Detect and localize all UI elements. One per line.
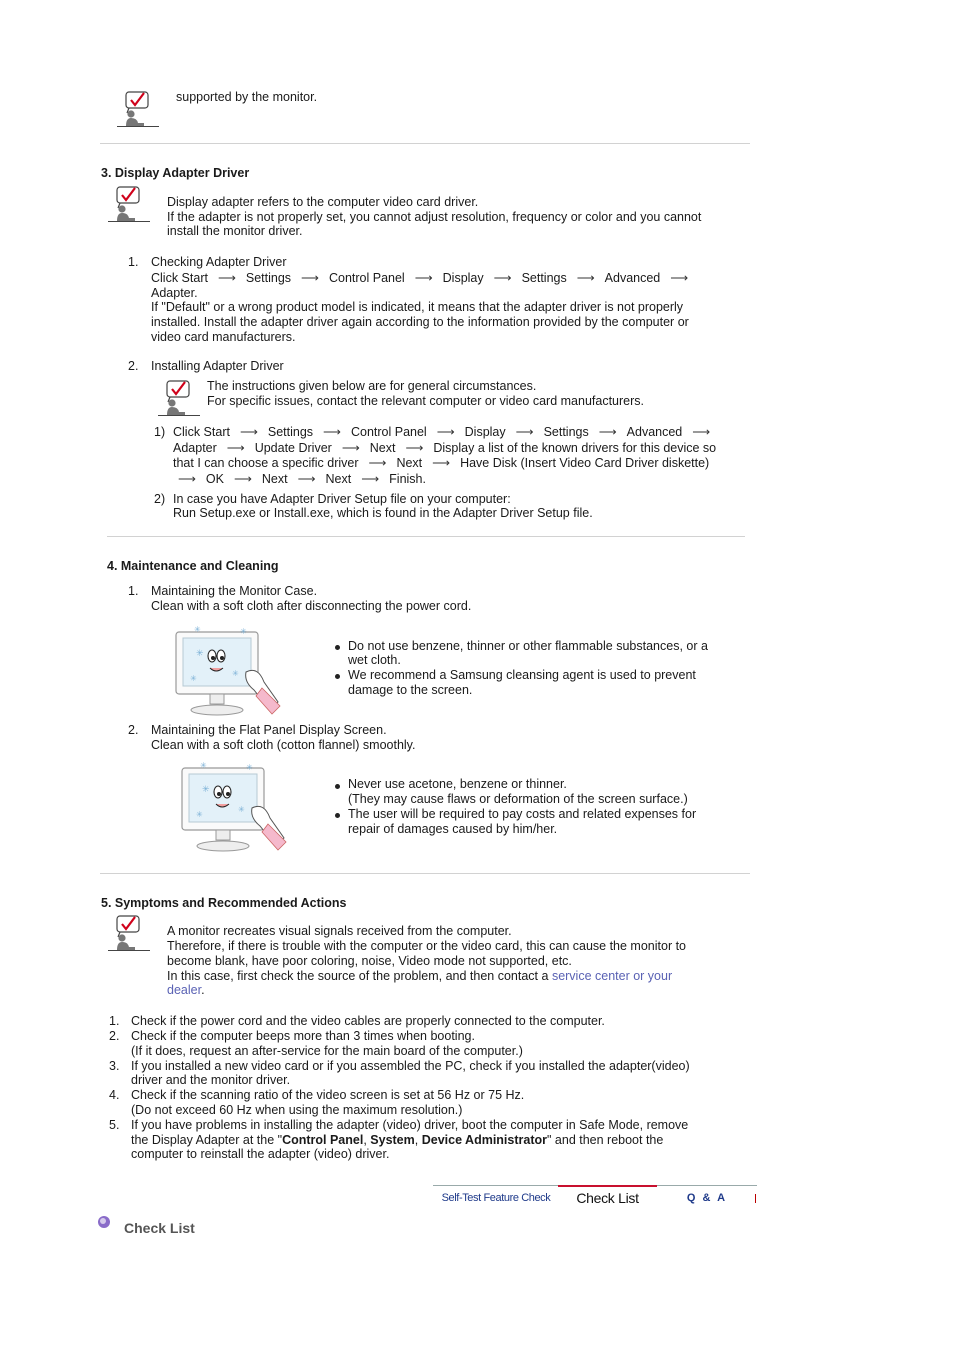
- section-3-title: 3. Display Adapter Driver: [101, 166, 250, 180]
- bullet-text: Never use acetone, benzene or thinner.: [348, 777, 567, 791]
- bullet-icon: [335, 784, 340, 789]
- service-center-link[interactable]: service center or your: [551, 969, 673, 983]
- list-number: 2.: [128, 723, 139, 737]
- tab-check-list[interactable]: Check List: [576, 1190, 639, 1206]
- list-item: Check if the power cord and the video cables are properly connected to the computer.: [131, 1014, 605, 1028]
- path-step: Control Panel: [350, 425, 427, 439]
- section-5-note-line: A monitor recreates visual signals received from the computer.: [167, 924, 512, 938]
- right-arrow-icon: ⟶: [217, 271, 236, 285]
- section-5-title: 5. Symptoms and Recommended Actions: [101, 896, 347, 910]
- text: ,: [363, 1133, 371, 1147]
- tab-bar: [433, 1185, 757, 1211]
- right-arrow-icon: ⟶: [226, 441, 245, 455]
- path-step: Next: [325, 472, 352, 486]
- list-item: driver and the monitor driver.: [131, 1073, 291, 1087]
- right-arrow-icon: ⟶: [515, 425, 534, 439]
- tab-separator: [755, 1194, 756, 1203]
- flat-panel-cleaning-image: [172, 762, 302, 856]
- right-arrow-icon: ⟶: [670, 271, 689, 285]
- item-title: Maintaining the Flat Panel Display Screen.: [151, 723, 387, 737]
- item-title: Maintaining the Monitor Case.: [151, 584, 318, 598]
- list-number: 5.: [109, 1118, 120, 1132]
- bullet-icon: [335, 645, 340, 650]
- path-step: Next: [396, 456, 423, 470]
- path-step: Control Panel: [328, 271, 405, 285]
- text: " and then reboot the: [547, 1133, 664, 1147]
- section-5-note-line: become blank, have poor coloring, noise, Video mode not supported, etc.: [167, 954, 572, 968]
- section-3-note-line-3: install the monitor driver.: [167, 224, 303, 238]
- path-step: Settings: [543, 425, 589, 439]
- right-arrow-icon: ⟶: [361, 472, 380, 486]
- right-arrow-icon: ⟶: [297, 472, 316, 486]
- list-number: 3.: [109, 1059, 120, 1073]
- path-step: that I can choose a specific driver: [173, 456, 359, 470]
- divider: [107, 536, 745, 537]
- item-note: The instructions given below are for general circumstances.: [207, 379, 537, 393]
- item-desc: Clean with a soft cloth (cotton flannel) smoothly.: [151, 738, 416, 752]
- menu-path: [168, 472, 426, 487]
- list-item: Check if the computer beeps more than 3 times when booting.: [131, 1029, 475, 1043]
- section-5-note-line: [167, 969, 672, 984]
- note-icon: [108, 913, 152, 953]
- list-number: 1.: [128, 255, 139, 269]
- path-step: Finish.: [389, 472, 426, 486]
- intro-text: supported by the monitor.: [176, 90, 318, 104]
- footer-title: Check List: [124, 1220, 195, 1236]
- path-step: Settings: [521, 271, 567, 285]
- right-arrow-icon: ⟶: [233, 472, 252, 486]
- item-desc: Clean with a soft cloth after disconnecting the power cord.: [151, 599, 472, 613]
- item-desc: installed. Install the adapter driver again according to the information provided by the computer or: [151, 315, 689, 329]
- section-3-note-line-2: If the adapter is not properly set, you cannot adjust resolution, frequency or color and you cannot: [167, 210, 702, 224]
- section-5-note-line: Therefore, if there is trouble with the computer or the video card, this can cause the monitor to: [167, 939, 687, 953]
- bullet-text: damage to the screen.: [348, 683, 473, 697]
- step-text: Run Setup.exe or Install.exe, which is found in the Adapter Driver Setup file.: [173, 506, 593, 520]
- bold-term: Control Panel: [282, 1133, 364, 1147]
- list-number: 1.: [128, 584, 139, 598]
- path-step: Advanced: [626, 425, 683, 439]
- right-arrow-icon: ⟶: [692, 425, 711, 439]
- menu-path: [173, 425, 720, 440]
- item-title: Installing Adapter Driver: [151, 359, 284, 373]
- bullet-text: repair of damages caused by him/her.: [348, 822, 558, 836]
- purple-bullet-icon: [97, 1215, 111, 1229]
- path-step: Advanced: [604, 271, 661, 285]
- right-arrow-icon: ⟶: [598, 425, 617, 439]
- text: ,: [414, 1133, 422, 1147]
- step-text: In case you have Adapter Driver Setup file on your computer:: [173, 492, 511, 506]
- section-4-title: 4. Maintenance and Cleaning: [107, 559, 279, 573]
- list-item: If you installed a new video card or if you assembled the PC, check if you installed the adapter(video): [131, 1059, 690, 1073]
- path-step: Display: [442, 271, 484, 285]
- right-arrow-icon: ⟶: [301, 271, 319, 285]
- right-arrow-icon: ⟶: [576, 271, 595, 285]
- list-number: 4.: [109, 1088, 120, 1102]
- right-arrow-icon: ⟶: [341, 441, 360, 455]
- tab-self-test[interactable]: Self-Test Feature Check: [441, 1192, 551, 1204]
- right-arrow-icon: ⟶: [405, 441, 424, 455]
- right-arrow-icon: ⟶: [239, 425, 258, 439]
- item-desc: If "Default" or a wrong product model is indicated, it means that the adapter driver is not properly: [151, 300, 684, 314]
- bullet-text: Do not use benzene, thinner or other flammable substances, or a: [348, 639, 708, 653]
- list-item: computer to reinstall the adapter (video) driver.: [131, 1147, 390, 1161]
- bullet-text: We recommend a Samsung cleansing agent is used to prevent: [348, 668, 696, 682]
- section-5-note-line: [167, 983, 205, 998]
- text: the Display Adapter at the ": [131, 1133, 283, 1147]
- note-text: In this case, first check the source of the problem, and then contact a: [167, 969, 552, 983]
- right-arrow-icon: ⟶: [436, 425, 455, 439]
- bold-term: System: [370, 1133, 415, 1147]
- note-text: .: [201, 983, 205, 997]
- menu-path: [151, 271, 698, 286]
- path-step: Settings: [267, 425, 314, 439]
- path-step: Next: [369, 441, 396, 455]
- bullet-text: wet cloth.: [348, 653, 401, 667]
- menu-path: [173, 441, 716, 456]
- right-arrow-icon: ⟶: [432, 456, 451, 470]
- dealer-link[interactable]: dealer: [167, 983, 202, 997]
- step-number: 1): [154, 425, 166, 439]
- note-icon: [108, 184, 152, 224]
- right-arrow-icon: ⟶: [414, 271, 433, 285]
- list-item: (If it does, request an after-service for the main board of the computer.): [131, 1044, 523, 1058]
- divider: [100, 143, 750, 144]
- section-3-note-line-1: Display adapter refers to the computer video card driver.: [167, 195, 479, 209]
- bold-term: Device Administrator: [421, 1133, 547, 1147]
- note-icon: [158, 378, 202, 418]
- path-end: Adapter.: [151, 286, 198, 300]
- list-item: [131, 1133, 663, 1148]
- step-number: 2): [154, 492, 166, 506]
- bullet-icon: [335, 674, 340, 679]
- menu-path: [173, 456, 709, 471]
- path-step: Settings: [245, 271, 292, 285]
- path-step: Click Start: [151, 271, 208, 285]
- list-item: Check if the scanning ratio of the video screen is set at 56 Hz or 75 Hz.: [131, 1088, 525, 1102]
- monitor-case-cleaning-image: [166, 626, 296, 718]
- list-item: (Do not exceed 60 Hz when using the maximum resolution.): [131, 1103, 463, 1117]
- list-number: 2.: [128, 359, 139, 373]
- item-desc: video card manufacturers.: [151, 330, 296, 344]
- right-arrow-icon: ⟶: [368, 456, 387, 470]
- bullet-text: The user will be required to pay costs and related expenses for: [348, 807, 697, 821]
- path-step: Click Start: [173, 425, 230, 439]
- right-arrow-icon: ⟶: [178, 472, 196, 486]
- divider: [100, 873, 750, 874]
- list-item: If you have problems in installing the adapter (video) driver, boot the computer in Safe Mode, remove: [131, 1118, 689, 1132]
- path-step: OK: [205, 472, 224, 486]
- path-step: Update Driver: [254, 441, 332, 455]
- right-arrow-icon: ⟶: [323, 425, 341, 439]
- tab-q-and-a[interactable]: Q & A: [686, 1192, 728, 1204]
- item-title: Checking Adapter Driver: [151, 255, 287, 269]
- right-arrow-icon: ⟶: [493, 271, 512, 285]
- item-note: For specific issues, contact the relevant computer or video card manufacturers.: [207, 394, 644, 408]
- bullet-text: (They may cause flaws or deformation of the screen surface.): [348, 792, 688, 806]
- path-step: Have Disk (Insert Video Card Driver diskette): [460, 456, 710, 470]
- list-number: 2.: [109, 1029, 120, 1043]
- path-step: Next: [261, 472, 288, 486]
- bullet-icon: [335, 813, 340, 818]
- path-step: Adapter: [173, 441, 217, 455]
- path-step: Display: [464, 425, 506, 439]
- note-icon: [117, 89, 161, 129]
- list-number: 1.: [109, 1014, 120, 1028]
- path-step: Display a list of the known drivers for this device so: [433, 441, 717, 455]
